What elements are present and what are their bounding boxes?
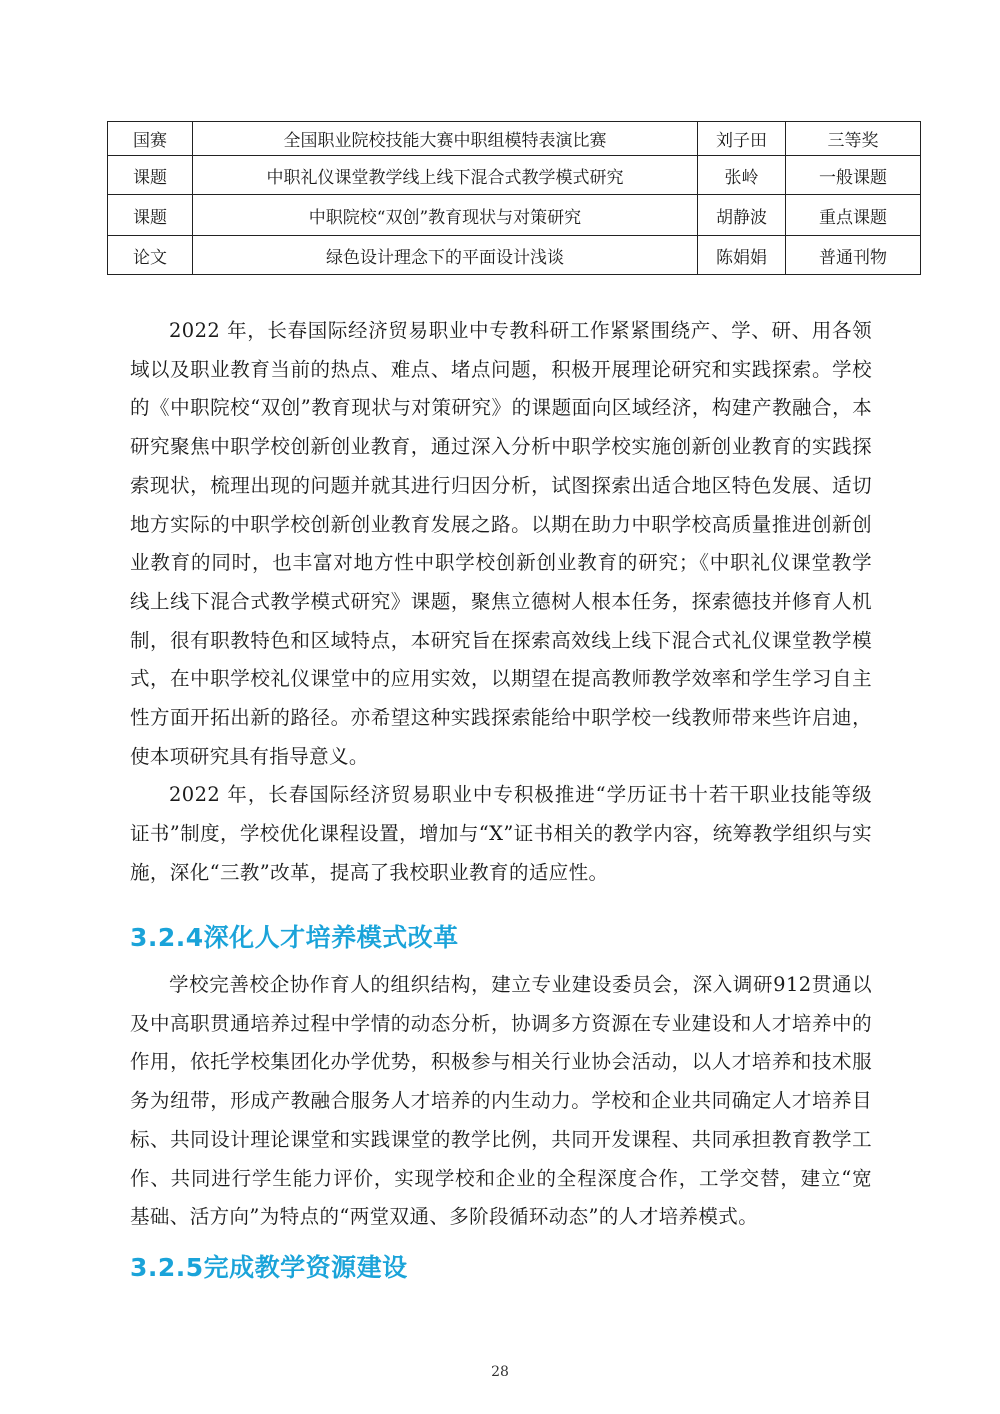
table-cell-title: 绿色设计理念下的平面设计浅谈 — [193, 236, 698, 275]
awards-table — [107, 121, 921, 275]
table-cell-type: 国赛 — [108, 122, 193, 156]
paragraph-research: 2022 年，长春国际经济贸易职业中专教科研工作紧紧围绕产、学、研、用各领域以及职业教育当前的热点、难点、堵点问题，积极开展理论研究和实践探索。学校的《中职院校“双创”教育现状与对策研究》的课题面向区域经济，构建产教融合，本研究聚焦中职学校创新创业教育，通过深入分析中职学校实施创新创业教育的实践探索现状，梳理出现的问题并就其进行归因分析，试图探索出适合地区特色发展、适切地方实际的中职学校创新创业教育发展之路。以期在助力中职学校高质量推进创新创业教育的同时，也丰富对地方性中职学校创新创业教育的研究；《中职礼仪课堂教学线上线下混合式教学模式研究》课题，聚焦立德树人根本任务，探索德技并修育人机制，很有职教特色和区域特点，本研究旨在探索高效线上线下混合式礼仪课堂教学模式，在中职学校礼仪课堂中的应用实效，以期望在提高教师教学效率和学生学习自主性方面开拓出新的路径。亦希望这种实践探索能给中职学校一线教师带来些许启迪，使本项研究具有指导意义。 — [130, 319, 872, 768]
table-cell-person: 陈娟娟 — [698, 236, 786, 275]
table-cell-title: 全国职业院校技能大赛中职组模特表演比赛 — [193, 122, 698, 156]
table-cell-person: 胡静波 — [698, 195, 786, 236]
paragraph-talent-model: 学校完善校企协作育人的组织结构，建立专业建设委员会，深入调研912贯通以及中高职贯通培养过程中学情的动态分析，协调多方资源在专业建设和人才培养中的作用，依托学校集团化办学优势，积极参与相关行业协会活动，以人才培养和技术服务为纽带，形成产教融合服务人才培养的内生动力。学校和企业共同确定人才培养目标、共同设计理论课堂和实践课堂的教学比例，共同开发课程、共同承担教育教学工作、共同进行学生能力评价，实现学校和企业的全程深度合作，工学交替，建立“宽基础、活方向”为特点的“两堂双通、多阶段循环动态”的人才培养模式。 — [130, 973, 872, 1229]
paragraph-certificate: 2022 年，长春国际经济贸易职业中专积极推进“学历证书十若干职业技能等级证书”制度，学校优化课程设置，增加与“X”证书相关的教学内容，统筹教学组织与实施，深化“三教”改革，提高了我校职业教育的适应性。 — [130, 783, 872, 884]
table-cell-level: 普通刊物 — [786, 236, 921, 275]
section-heading-3-2-5: 3.2.5完成教学资源建设 — [130, 1253, 408, 1282]
table-cell-level: 一般课题 — [786, 156, 921, 195]
table-cell-type: 课题 — [108, 156, 193, 195]
section-heading-3-2-4: 3.2.4深化人才培养模式改革 — [130, 923, 459, 952]
table-row — [108, 236, 921, 275]
page-number: 28 — [491, 1364, 509, 1380]
table-row — [108, 122, 921, 156]
table-row — [108, 195, 921, 236]
table-cell-person: 刘子田 — [698, 122, 786, 156]
table-cell-level: 三等奖 — [786, 122, 921, 156]
table-cell-title: 中职院校“双创”教育现状与对策研究 — [193, 195, 698, 236]
research-section-text — [130, 312, 872, 893]
talent-section-text — [130, 966, 872, 1237]
table-cell-level: 重点课题 — [786, 195, 921, 236]
table-row — [108, 156, 921, 195]
table-cell-type: 论文 — [108, 236, 193, 275]
table-cell-person: 张岭 — [698, 156, 786, 195]
table-cell-type: 课题 — [108, 195, 193, 236]
table-cell-title: 中职礼仪课堂教学线上线下混合式教学模式研究 — [193, 156, 698, 195]
